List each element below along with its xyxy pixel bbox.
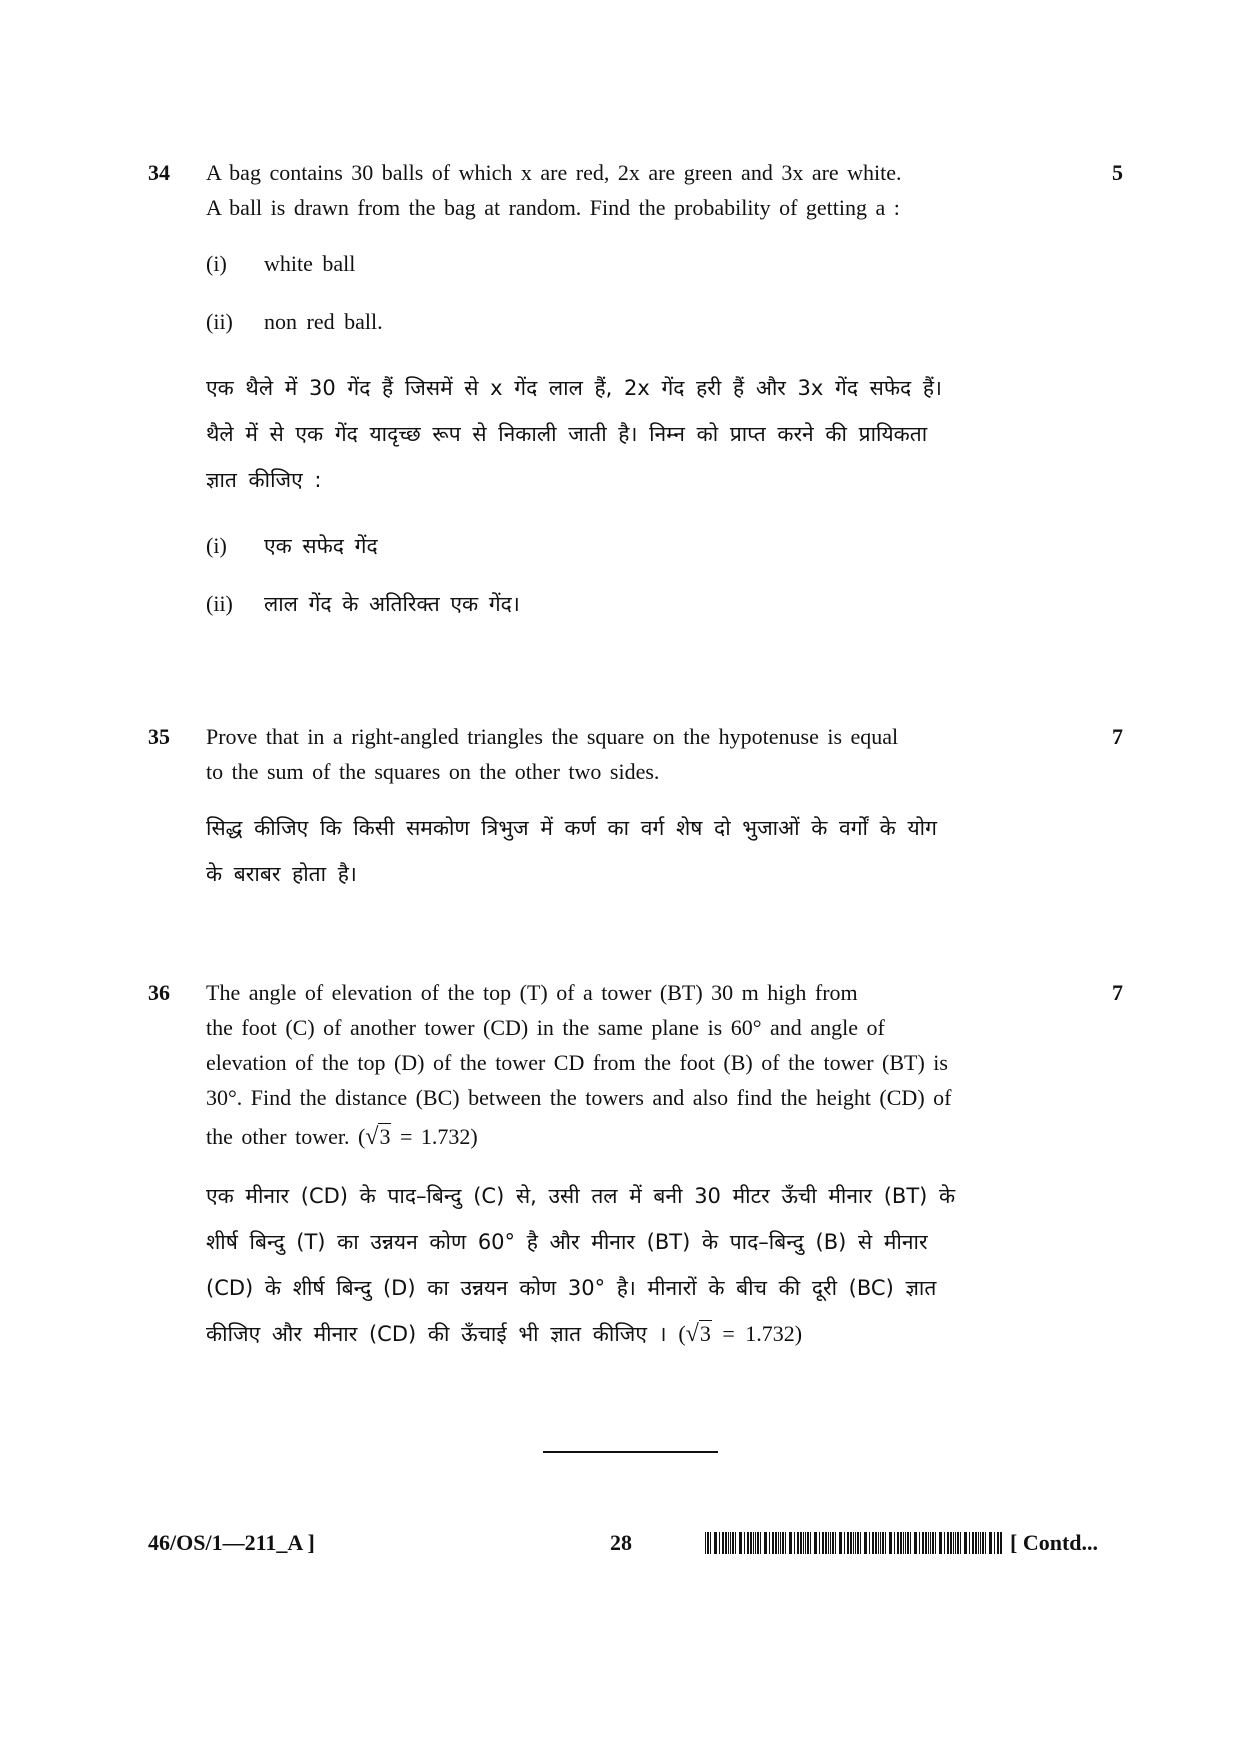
formula-open: (: [678, 1321, 686, 1346]
sqrt-radicand: 3: [379, 1124, 391, 1149]
sub-part-text: एक सफेद गेंद: [264, 534, 378, 558]
hindi-line: एक मीनार (CD) के पाद–बिन्दु (C) से, उसी तल में बनी 30 मीटर ऊँची मीनार (BT) के: [206, 1184, 956, 1208]
sub-part-label: (i): [206, 251, 227, 276]
sqrt-formula: [678, 1321, 802, 1346]
sub-part-label: (i): [206, 533, 227, 558]
english-line: A bag contains 30 balls of which x are red, 2x are green and 3x are white.: [206, 160, 902, 185]
hindi-line-with-formula: [206, 1311, 1076, 1357]
formula-close: ): [470, 1124, 478, 1149]
page-footer: [0, 1526, 1241, 1560]
sqrt-symbol: √: [685, 1321, 699, 1347]
sqrt-formula: [358, 1124, 478, 1149]
question-marks: 7: [1112, 980, 1123, 1005]
hindi-sub-part-ii: [206, 575, 1076, 633]
question-number: 35: [148, 724, 170, 749]
page-number: 28: [610, 1530, 632, 1555]
hindi-line: कीजिए और मीनार (CD) की ऊँचाई भी ज्ञात कीजिए ।: [206, 1322, 667, 1346]
sub-part-label: (ii): [206, 309, 233, 334]
question-body: [206, 975, 1076, 1357]
hindi-line: ज्ञात कीजिए :: [206, 468, 322, 492]
question-34: [148, 155, 1123, 616]
sub-part-text: non red ball.: [264, 309, 383, 334]
end-divider: [543, 1451, 718, 1453]
sub-part-label: (ii): [206, 591, 233, 616]
question-body: [206, 155, 1076, 633]
question-number: 34: [148, 160, 170, 185]
english-line-with-formula: [206, 1115, 1076, 1159]
english-line: Prove that in a right-angled triangles the square on the hypotenuse is equal: [206, 724, 899, 749]
hindi-line: शीर्ष बिन्दु (T) का उन्नयन कोण 60° है और मीनार (BT) के पाद–बिन्दु (B) से मीनार: [206, 1230, 928, 1254]
hindi-sub-part-i: [206, 517, 1076, 575]
english-line: The angle of elevation of the top (T) of a tower (BT) 30 m high from: [206, 980, 858, 1005]
hindi-line: एक थैले में 30 गेंद हैं जिसमें से x गेंद लाल हैं, 2x गेंद हरी हैं और 3x गेंद सफेद हैं।: [206, 376, 942, 400]
english-line: elevation of the top (D) of the tower CD from the foot (B) of the tower (BT) is: [206, 1050, 948, 1075]
question-35: [148, 719, 1123, 899]
question-marks: 7: [1112, 724, 1123, 749]
question-marks: 5: [1112, 160, 1123, 185]
paper-code: 46/OS/1—211_A ]: [148, 1530, 315, 1555]
hindi-line: सिद्ध कीजिए कि किसी समकोण त्रिभुज में कर्ण का वर्ग शेष दो भुजाओं के वर्गों के योग: [206, 816, 937, 840]
sub-part-text: लाल गेंद के अतिरिक्त एक गेंद।: [264, 592, 520, 616]
sub-part-text: white ball: [264, 251, 356, 276]
barcode-icon: [705, 1532, 1005, 1554]
sub-part-ii: [206, 293, 1076, 351]
question-number: 36: [148, 980, 170, 1005]
formula-rest: = 1.732: [391, 1124, 471, 1149]
question-36: [148, 975, 1123, 1375]
sub-part-i: [206, 235, 1076, 293]
hindi-line: थैले में से एक गेंद यादृच्छ रूप से निकाली जाती है। निम्न को प्राप्त करने की प्रायिकता: [206, 422, 928, 446]
sqrt-radicand: 3: [699, 1321, 711, 1346]
english-line: A ball is drawn from the bag at random. Find the probability of getting a :: [206, 195, 900, 220]
english-line: the other tower.: [206, 1124, 350, 1149]
sqrt-symbol: √: [365, 1124, 379, 1150]
continued-label: [ Contd...: [1010, 1530, 1099, 1555]
hindi-line: (CD) के शीर्ष बिन्दु (D) का उन्नयन कोण 30° है। मीनारों के बीच की दूरी (BC) ज्ञात: [206, 1276, 937, 1300]
formula-rest: = 1.732: [711, 1321, 795, 1346]
hindi-line: के बराबर होता है।: [206, 862, 357, 886]
formula-close: ): [794, 1321, 803, 1346]
english-line: 30°. Find the distance (BC) between the towers and also find the height (CD) of: [206, 1085, 952, 1110]
question-body: [206, 719, 1076, 897]
english-line: the foot (C) of another tower (CD) in the same plane is 60° and angle of: [206, 1015, 885, 1040]
english-line: to the sum of the squares on the other two sides.: [206, 759, 660, 784]
formula-open: (: [357, 1124, 366, 1149]
